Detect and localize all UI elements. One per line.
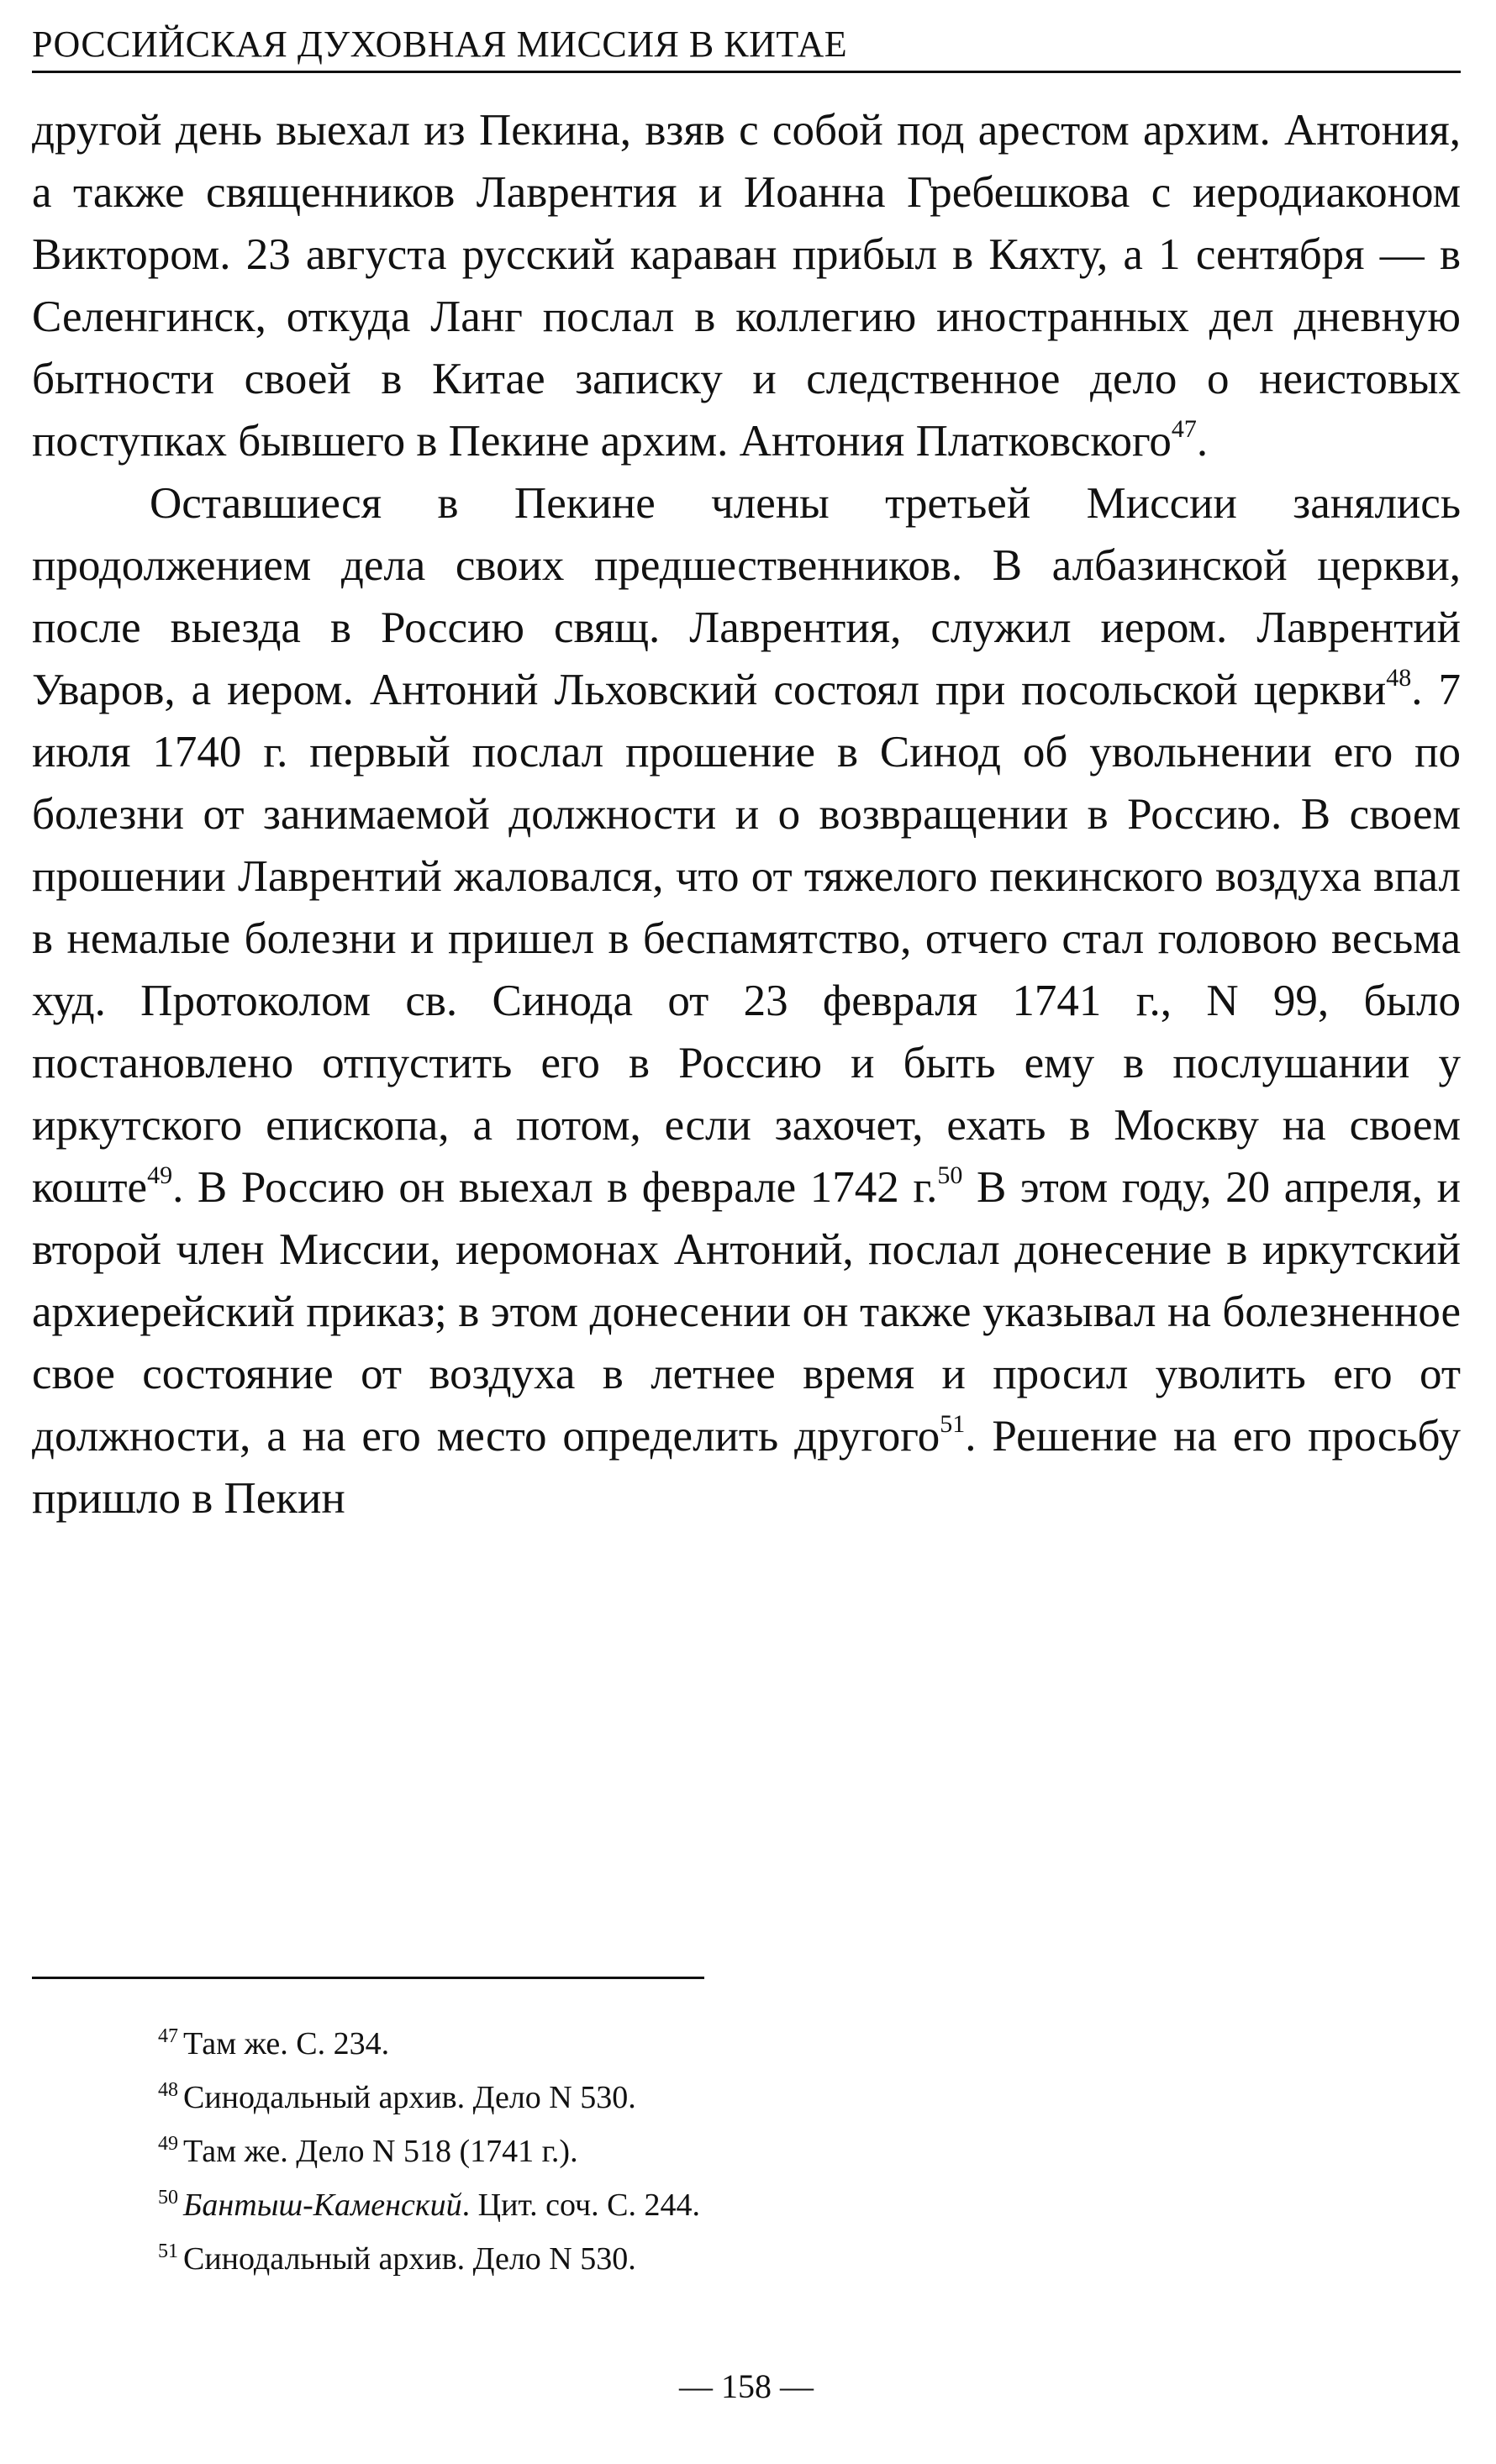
footnote-47: [158, 2017, 1419, 2071]
paragraph-2-text-b: . 7 июля 1740 г. первый послал прошение в Синод об увольнении его по болезни от занимаемой должности и о возвращении в Россию. В своем прошении Лаврентий жаловался, что от тяжелого пекинского воздуха впал в немалые болезни и пришел в беспамятство, отчего стал головою весьма худ. Протоколом св. Синода от 23 февраля 1741 г., N 99, было постановлено отпустить его в Россию и быть ему в послушании у иркутского епископа, а потом, если захочет, ехать в Москву на своем коште: [32, 666, 1462, 1212]
footnote-text: Синодальный архив. Дело N 530.: [183, 2080, 636, 2115]
footnote-number: 50: [158, 2187, 178, 2209]
paragraph-1-text-b: .: [1196, 417, 1209, 466]
paragraph-2-text-d: В этом году, 20 апреля, и второй член Миссии, иеромонах Антоний, послал донесение в иркутский архиерейский приказ; в этом донесении он также указывал на болезненное свое состояние от воздуха в летнее время и просил уволить его от должности, а на его место определить другого: [32, 1163, 1461, 1461]
footnote-ref-48: 48: [1386, 664, 1412, 692]
footnote-text: Там же. Дело N 518 (1741 г.).: [183, 2134, 578, 2169]
footnote-number: 51: [158, 2240, 178, 2262]
footnote-ref-50: 50: [937, 1161, 963, 1189]
footnote-text: . Цит. соч. С. 244.: [461, 2188, 701, 2223]
footnote-ref-49: 49: [147, 1161, 173, 1189]
book-page: [32, 0, 1461, 2464]
paragraph-1-text-a: другой день выехал из Пекина, взяв с собой под арестом архим. Антония, а также священников Лаврентия и Иоанна Гребешкова с иеродиаконом Виктором. 23 августа русский караван прибыл в Кяхту, а 1 сентября — в Селенгинск, откуда Ланг послал в коллегию иностранных дел дневную бытности своей в Китае записку и следственное дело о неистовых поступках бывшего в Пекине архим. Антония Платковского: [32, 106, 1461, 466]
footnote-text: Там же. С. 234.: [183, 2026, 390, 2061]
page-number: — 158 —: [679, 2367, 814, 2405]
footnote-50: [158, 2178, 1419, 2232]
running-head: РОССИЙСКАЯ ДУХОВНАЯ МИССИЯ В КИТАЕ: [32, 18, 1461, 73]
footnote-number: 48: [158, 2079, 178, 2101]
paragraph-2-text-c: . В Россию он выехал в феврале 1742 г.: [172, 1163, 938, 1212]
paragraph-2-text-e: . Решение на его просьбу пришло в Пекин: [32, 1412, 1462, 1523]
body-text: [32, 99, 1461, 1529]
footnote-ref-51: 51: [940, 1410, 966, 1438]
footnote-number: 47: [158, 2025, 178, 2047]
footnote-49: [158, 2124, 1419, 2178]
footnote-number: 49: [158, 2133, 178, 2155]
paragraph-1: [32, 99, 1461, 472]
footnote-ref-47: 47: [1171, 415, 1197, 443]
footnote-divider: [32, 1977, 704, 1979]
paragraph-2: [32, 472, 1461, 1529]
footnote-text: Синодальный архив. Дело N 530.: [183, 2241, 636, 2277]
footnote-48: [158, 2071, 1419, 2124]
paragraph-2-text-a: Оставшиеся в Пекине члены третьей Миссии занялись продолжением дела своих предшественников. В албазинской церкви, после выезда в Россию свящ. Лаврентия, служил иером. Лаврентий Уваров, а иером. Антоний Льховский состоял при посольской церкви: [32, 479, 1461, 714]
footnote-51: [158, 2232, 1419, 2286]
footnote-author: Бантыш-Каменский: [183, 2188, 462, 2223]
footnotes: [158, 2017, 1419, 2286]
